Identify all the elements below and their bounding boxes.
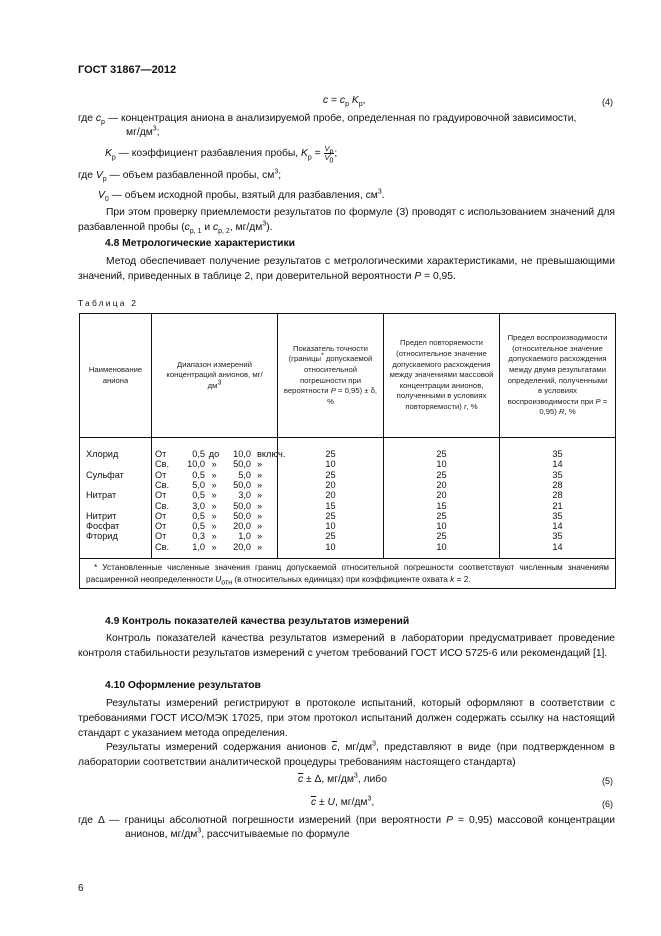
range-row (155, 511, 277, 521)
range-part-x: » (211, 500, 217, 511)
range-row (155, 501, 277, 511)
range-part-b: 20,0 (233, 521, 251, 532)
section-4-9-title: 4.9 Контроль показателей качества результатов измерений (105, 616, 410, 627)
range-part-x: » (211, 490, 217, 501)
table-header-row (80, 314, 616, 438)
accuracy-value: 25 (325, 469, 336, 480)
range-part-x: » (211, 510, 217, 521)
range-part-y: » (257, 490, 263, 501)
section-4-9-text: Контроль показателей качества результатов измерений в лаборатории предусматривает проведение контроля стабильности результатов измерений с учетом требований ГОСТ ИСО 5725-6 или рекомендаций [1]. (78, 633, 615, 659)
range-part-p: Св. (155, 500, 170, 511)
repeatability-value: 25 (436, 531, 447, 542)
paragraph-check: При этом проверку приемлемости результатов по формуле (3) проводят с использованием значений для разбавленной пробы ($c_{р, 1}$ и $c_{р, 2}$, $мг/дм^3$). (78, 207, 615, 236)
repeatability-value: 25 (436, 449, 447, 460)
repeatability-value: 25 (436, 510, 447, 521)
reproducibility-value: 35 (552, 449, 563, 460)
reproducibility-value: 14 (552, 521, 563, 532)
range-part-p: От (155, 510, 167, 521)
range-part-p: От (155, 490, 167, 501)
formula-4-number: (4) (602, 97, 613, 107)
range-part-a: 0,3 (192, 531, 205, 542)
accuracy-value: 25 (325, 510, 336, 521)
formula-5-number: (5) (602, 776, 613, 786)
anion-name: Фосфат (86, 521, 120, 532)
range-row (155, 470, 277, 480)
range-part-b: 3,0 (238, 490, 251, 501)
range-part-a: 0,5 (192, 490, 205, 501)
formula-4: $c = c_р$ $K_р$, (323, 95, 366, 109)
accuracy-value: 25 (325, 531, 336, 542)
range-part-b: 50,0 (233, 479, 251, 490)
repeatability-value: 10 (436, 521, 447, 532)
where-vp: где $V_р$ — объем разбавленной пробы, $см^3$; (78, 168, 282, 184)
reproducibility-value: 35 (552, 510, 563, 521)
kp-fraction: $\frac{V_р}{V_0}$ (324, 144, 334, 165)
header-anion: Наименование аниона (80, 314, 152, 438)
range-column (152, 438, 286, 559)
range-part-b: 50,0 (233, 500, 251, 511)
range-row (155, 521, 277, 531)
page-number: 6 (78, 883, 84, 894)
range-part-a: 0,5 (192, 510, 205, 521)
range-part-b: 5,0 (238, 469, 251, 480)
section-4-10-p2: Результаты измерений содержания анионов $\overline{c}$, $мг/дм^3$, представляют в виде (при подтвержденном в лаборатории соответствии аналитической процедуры требованиям настоящего стандарта) (78, 740, 615, 768)
where-delta: где Δ — границы абсолютной погрешности измерений (при вероятности P = 0,95) массовой концентрации анионов, $мг/дм^3$, рассчитываемые по формуле (78, 815, 615, 840)
range-part-p: Св. (155, 479, 170, 490)
repeatability-value: 15 (436, 500, 447, 511)
formula-6-number: (6) (602, 799, 613, 809)
header-range: Диапазон измерений концентраций анионов, $мг/дм^3$ (152, 314, 278, 438)
reproducibility-value: 28 (552, 479, 563, 490)
table-footnote: * Установленные численные значения границ допускаемой относительной погрешности соответствуют численным значениям расширенной неопределенности $U_{отн}$ (в относительных единицах) при коэффициенте охвата k = 2. (80, 559, 616, 589)
anion-name: Сульфат (86, 469, 124, 480)
range-part-x: до (208, 449, 220, 460)
reproducibility-value: 35 (552, 531, 563, 542)
section-4-10-title: 4.10 Оформление результатов (105, 680, 261, 691)
anion-name: Нитрат (86, 490, 117, 501)
range-part-b: 10,0 (233, 449, 251, 460)
range-part-y: » (257, 459, 263, 470)
reproducibility-value: 14 (552, 541, 563, 552)
anion-name (86, 459, 151, 469)
table-body-row (80, 438, 616, 559)
range-part-a: 10,0 (187, 459, 205, 470)
reproducibility-value: 35 (552, 469, 563, 480)
table-caption: Таблица 2 (78, 298, 139, 308)
range-row (155, 531, 277, 541)
range-part-x: » (211, 479, 217, 490)
range-row (155, 480, 277, 490)
range-part-a: 5,0 (192, 479, 205, 490)
range-part-p: Св. (155, 541, 170, 552)
formula-5: $\overline{c} \pm \Delta$, $мг/дм^3$, либо (298, 772, 387, 785)
formula-6: $\overline{c} \pm U$, $мг/дм^3$, (311, 795, 375, 808)
anion-name (86, 501, 151, 511)
header-accuracy: Показатель точности (границы* допускаемой относительной погрешности при вероятности P = 0,95) ± δ, % (278, 314, 384, 438)
accuracy-value: 10 (325, 541, 336, 552)
range-row (155, 459, 277, 469)
accuracy-value: 20 (325, 490, 336, 501)
anion-name: Нитрит (86, 510, 117, 521)
accuracy-value: 15 (325, 500, 336, 511)
repeatability-value: 10 (436, 459, 447, 470)
range-part-b: 1,0 (238, 531, 251, 542)
repeatability-value: 20 (436, 479, 447, 490)
where-kp: $K_р$ — коэффициент разбавления пробы, $K_р$ = $\frac{V_р}{V_0}$ ; (105, 144, 338, 165)
range-part-a: 0,5 (192, 521, 205, 532)
accuracy-value: 10 (325, 459, 336, 470)
where-cp: где $c_р$ — концентрация аниона в анализируемой пробе, определенная по градуировочной зависимости, $мг/дм^3$; (78, 113, 577, 138)
section-4-10-p1: Результаты измерений регистрируют в протоколе испытаний, который оформляют в соответствии с требованиями ГОСТ ИСО/МЭК 17025, при этом протокол испытаний должен содержать ссылку на настоящий стандарт с указанием метода определения. (78, 698, 615, 739)
range-part-a: 0,5 (192, 449, 205, 460)
repeatability-value: 20 (436, 490, 447, 501)
range-part-a: 3,0 (192, 500, 205, 511)
range-part-y: » (257, 469, 263, 480)
reproducibility-column (500, 438, 616, 559)
range-part-y: » (257, 500, 263, 511)
where-v0: $V_0$ — объем исходной пробы, взятый для разбавления, $см^3$. (98, 188, 385, 204)
anion-column (80, 438, 152, 559)
accuracy-value: 10 (325, 521, 336, 532)
range-part-x: » (211, 521, 217, 532)
range-part-p: От (155, 531, 167, 542)
range-part-p: Св. (155, 459, 170, 470)
range-part-b: 50,0 (233, 459, 251, 470)
section-4-8-text: Метод обеспечивает получение результатов с метрологическими характеристиками, не превышающими значений, приведенных в таблице 2, при доверительной вероятности P = 0,95. (78, 256, 615, 282)
header-reproducibility: Предел воспроизводимости (относительное значение допускаемого расхождения между двумя результатами определений, полученными в условиях воспроизводимости при P = 0,95) R, % (500, 314, 616, 438)
anion-name: Хлорид (86, 449, 119, 460)
range-part-y: » (257, 521, 263, 532)
range-part-p: От (155, 521, 167, 532)
range-part-y: » (257, 510, 263, 521)
anion-name (86, 542, 151, 552)
accuracy-value: 25 (325, 449, 336, 460)
range-part-y: » (257, 479, 263, 490)
range-part-y: включ. (257, 449, 286, 460)
range-part-x: » (211, 469, 217, 480)
range-part-x: » (211, 459, 217, 470)
range-part-a: 1,0 (192, 541, 205, 552)
range-part-y: » (257, 531, 263, 542)
header-repeatability: Предел повторяемости (относительное значение допускаемого расхождения между значениями массовой концентрации анионов, полученными в условиях повторяемости) r, % (384, 314, 500, 438)
range-part-a: 0,5 (192, 469, 205, 480)
accuracy-value: 20 (325, 479, 336, 490)
reproducibility-value: 28 (552, 490, 563, 501)
anion-name: Фторид (86, 531, 118, 542)
range-part-p: От (155, 449, 167, 460)
document-header: ГОСТ 31867—2012 (78, 64, 177, 76)
anion-name (86, 480, 151, 490)
range-part-b: 50,0 (233, 510, 251, 521)
range-part-x: » (211, 531, 217, 542)
table-2 (79, 313, 616, 589)
range-part-p: От (155, 469, 167, 480)
range-part-x: » (211, 541, 217, 552)
range-row (155, 542, 277, 552)
range-row (155, 490, 277, 500)
reproducibility-value: 21 (552, 500, 563, 511)
repeatability-value: 25 (436, 469, 447, 480)
range-row (155, 449, 286, 460)
range-part-b: 20,0 (233, 541, 251, 552)
reproducibility-value: 14 (552, 459, 563, 470)
repeatability-column (384, 438, 500, 559)
table-footnote-row (80, 559, 616, 589)
repeatability-value: 10 (436, 541, 447, 552)
section-4-8-title: 4.8 Метрологические характеристики (105, 238, 295, 249)
range-part-y: » (257, 541, 263, 552)
